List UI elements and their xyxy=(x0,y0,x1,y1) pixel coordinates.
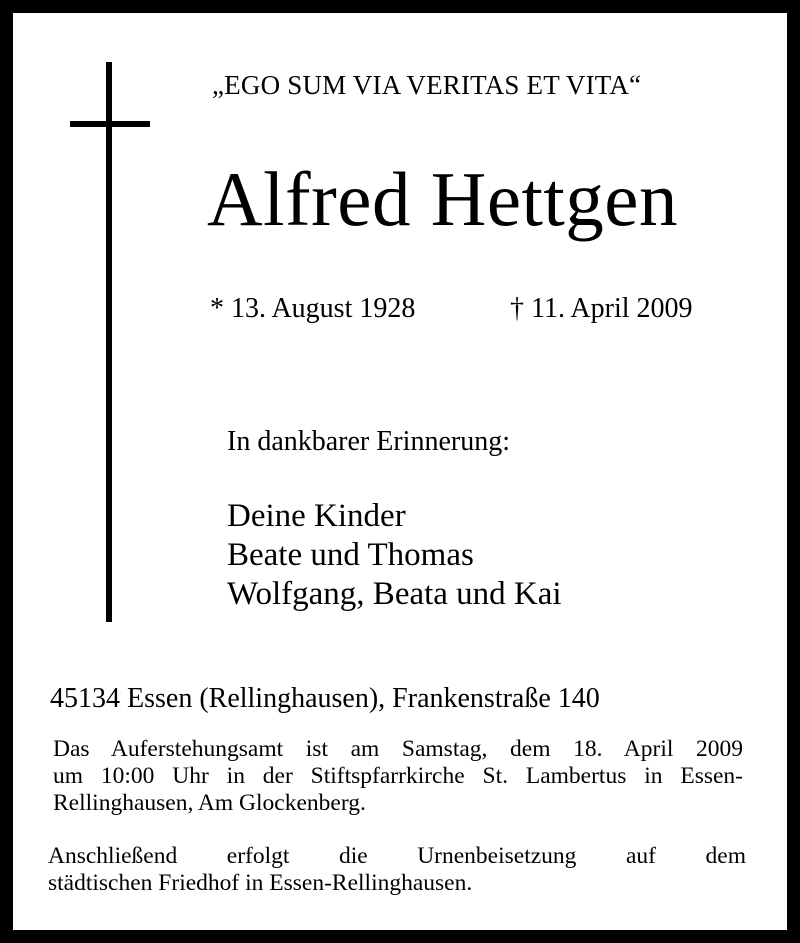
birth-date: * 13. August 1928 xyxy=(210,293,416,324)
address: 45134 Essen (Rellinghausen), Frankenstraße 140 xyxy=(50,683,600,714)
family-line: Deine Kinder xyxy=(227,498,406,534)
deceased-name: Alfred Hettgen xyxy=(207,156,678,242)
burial-announcement xyxy=(48,843,746,897)
family-line: Beate und Thomas xyxy=(227,537,474,573)
burial-line: Anschließend erfolgt die Urnenbeisetzung auf dem xyxy=(48,843,746,869)
motto: „EGO SUM VIA VERITAS ET VITA“ xyxy=(212,70,642,100)
family-list xyxy=(227,497,562,614)
service-announcement xyxy=(53,736,743,817)
cross-icon-bar xyxy=(70,121,150,127)
cross-icon xyxy=(106,62,112,622)
service-line: Das Auferstehungsamt ist am Samstag, dem 18. April 2009 xyxy=(53,736,743,762)
service-line: um 10:00 Uhr in der Stiftspfarrkirche St. Lambertus in Essen- xyxy=(53,763,743,789)
death-date: † 11. April 2009 xyxy=(510,293,693,324)
service-line: Rellinghausen, Am Glockenberg. xyxy=(53,790,366,816)
burial-line: städtischen Friedhof in Essen-Rellinghausen. xyxy=(48,870,473,896)
memory-heading: In dankbarer Erinnerung: xyxy=(227,426,510,457)
obituary-notice xyxy=(13,13,787,930)
family-line: Wolfgang, Beata und Kai xyxy=(227,576,562,612)
